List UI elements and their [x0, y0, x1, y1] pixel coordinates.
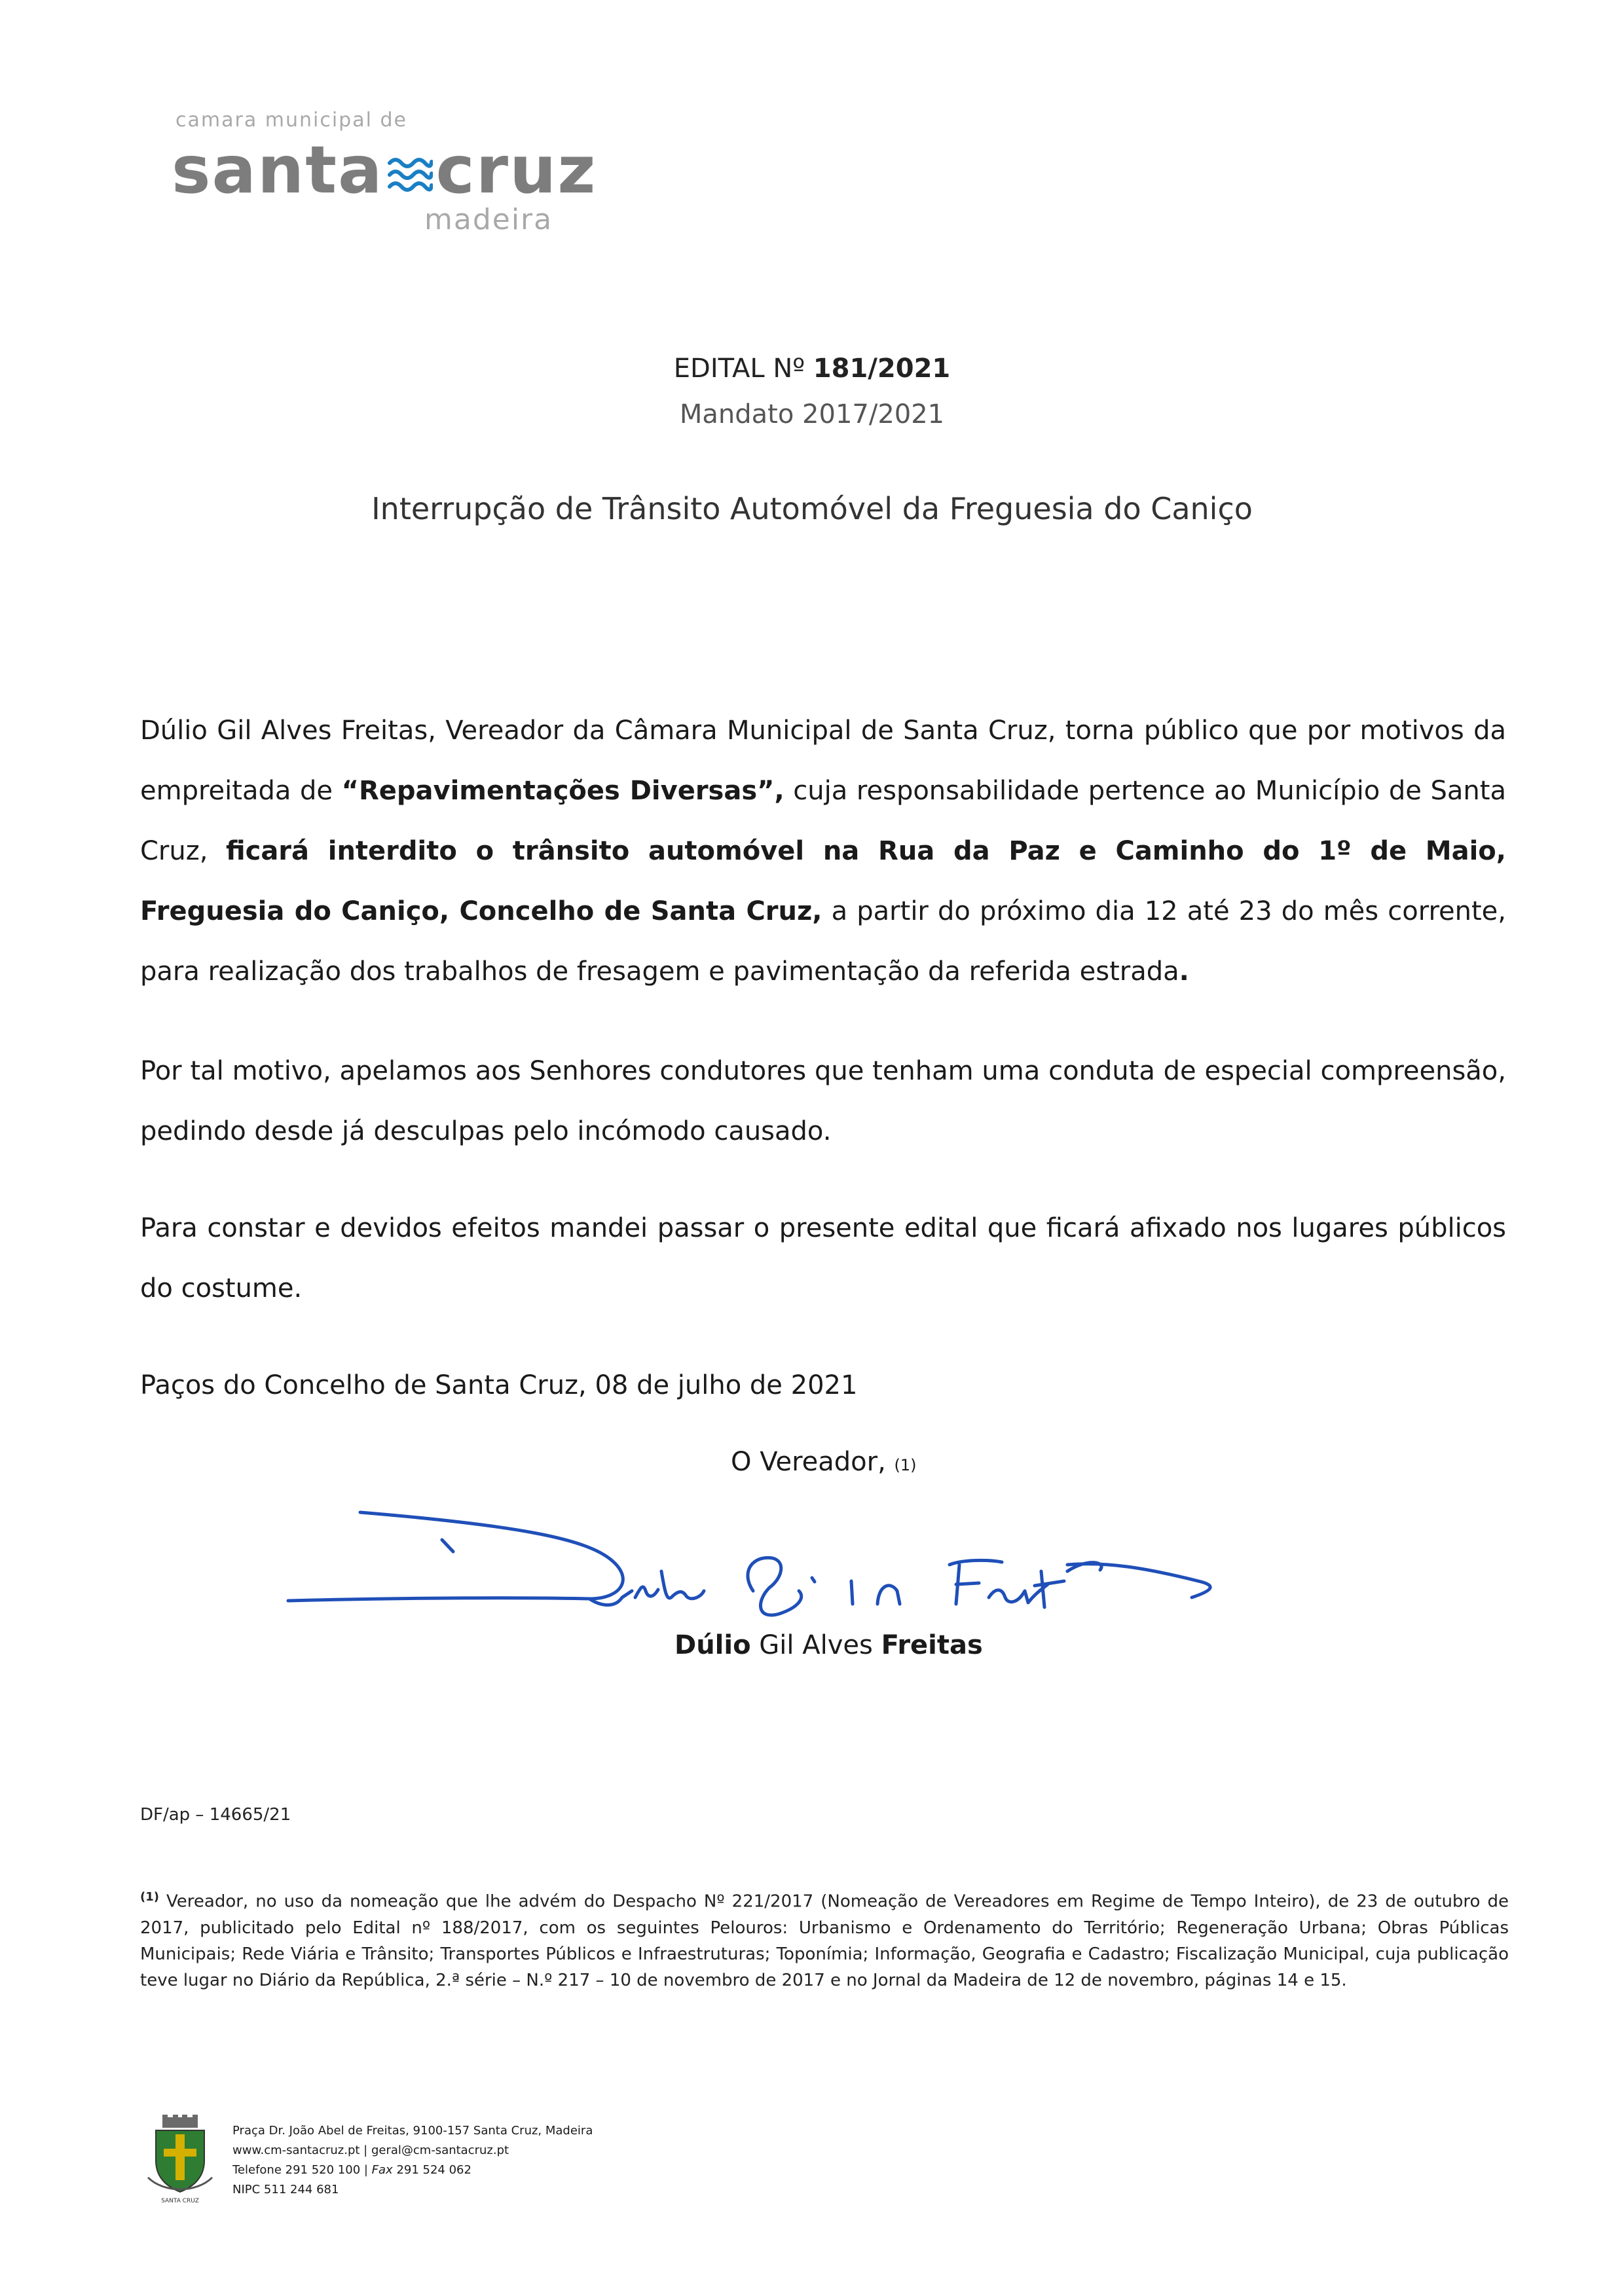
signer-title-text: O Vereador,	[731, 1447, 886, 1477]
municipal-crest-icon	[144, 2115, 216, 2206]
footnote-text: Vereador, no uso da nomeação que lhe advém do Despacho Nº 221/2017 (Nomeação de Vereadores em Regime de Tempo Inteiro), de 23 de outubro de 2017, publicitado pelo Edital nº 188/2017, com os seguintes Pelouros: Urbanismo e Ordenamento do Território; Regeneração Urbana; Obras Públicas Municipais; Rede Viária e Trânsito; Transportes Públicos e Infraestruturas; Toponímia; Informação, Geografia e Cadastro; Fiscalização Municipal, cuja publicação teve lugar no Diário da República, 2.ª série – N.º 217 – 10 de novembro de 2017 e no Jornal da Madeira de 12 de novembro, páginas 14 e 15.	[140, 1891, 1509, 1990]
paragraph-3: Para constar e devidos efeitos mandei passar o presente edital que ficará afixado nos lugares públicos do costume.	[140, 1213, 1506, 1303]
p1-closure: ficará interdito o trânsito automóvel na Rua da Paz e Caminho do 1º de Maio, Freguesia do Caniço, Concelho de Santa Cruz,	[140, 836, 1506, 926]
logo-subtitle-bottom: madeira	[424, 203, 553, 236]
footnote	[140, 1884, 1509, 1994]
signer-last-name: Freitas	[881, 1630, 983, 1660]
place-date: Paços do Concelho de Santa Cruz, 08 de julho de 2021	[140, 1370, 858, 1400]
logo-wordmark	[172, 134, 597, 206]
footer-separator: |	[360, 2143, 371, 2157]
footer-contacts	[232, 2121, 593, 2200]
p1-responsibility: cuja responsabilidade pertence ao Município de Santa Cruz,	[140, 776, 1506, 866]
footnote-ref: (1)	[894, 1456, 917, 1474]
edital-prefix: EDITAL Nº	[673, 354, 813, 384]
footer-phone-fax	[232, 2160, 593, 2180]
signer-title	[731, 1447, 917, 1477]
edital-heading	[0, 354, 1624, 384]
footer-website-link[interactable]: www.cm-santacruz.pt	[232, 2143, 360, 2157]
phone-number: 291 520 100	[285, 2163, 361, 2177]
p1-end: .	[1179, 957, 1189, 987]
fax-number: 291 524 062	[396, 2163, 471, 2177]
logo-word-cruz: cruz	[435, 132, 597, 208]
logo-word-santa: santa	[172, 132, 384, 208]
mandato-line: Mandato 2017/2021	[679, 399, 945, 429]
crest-text: SANTA CRUZ	[161, 2198, 199, 2204]
document-subject: Interrupção de Trânsito Automóvel da Freguesia do Caniço	[371, 491, 1253, 526]
waves-icon	[386, 149, 433, 201]
edital-number: 181/2021	[813, 354, 951, 384]
p1-work-name: “Repavimentações Diversas”,	[341, 776, 784, 806]
signer-middle-names: Gil Alves	[750, 1630, 881, 1660]
fax-label: Fax	[371, 2163, 397, 2177]
footer-nipc: NIPC 511 244 681	[232, 2183, 339, 2196]
paragraph-1	[140, 701, 1506, 1002]
footer-web-email	[232, 2141, 593, 2160]
p1-period: a partir do próximo dia 12 até 23 do mês corrente, para realização dos trabalhos de fresagem e pavimentação da referida estrada	[140, 896, 1507, 987]
document-reference: DF/ap – 14665/21	[140, 1805, 291, 1825]
signer-first-name: Dúlio	[674, 1630, 751, 1660]
p1-intro: Dúlio Gil Alves Freitas, Vereador da Câmara Municipal de Santa Cruz, torna público que por motivos da empreitada de	[140, 716, 1506, 806]
footer-email-link[interactable]: geral@cm-santacruz.pt	[371, 2143, 509, 2157]
footer-address: Praça Dr. João Abel de Freitas, 9100-157 Santa Cruz, Madeira	[232, 2124, 593, 2138]
phone-label: Telefone	[232, 2163, 286, 2177]
paragraph-2: Por tal motivo, apelamos aos Senhores condutores que tenham uma conduta de especial compreensão, pedindo desde já desculpas pelo incómodo causado.	[140, 1056, 1506, 1146]
phone-separator: |	[360, 2163, 372, 2177]
logo-subtitle-top: camara municipal de	[175, 109, 407, 132]
signer-name	[674, 1630, 983, 1660]
footnote-marker: (1)	[140, 1890, 159, 1904]
